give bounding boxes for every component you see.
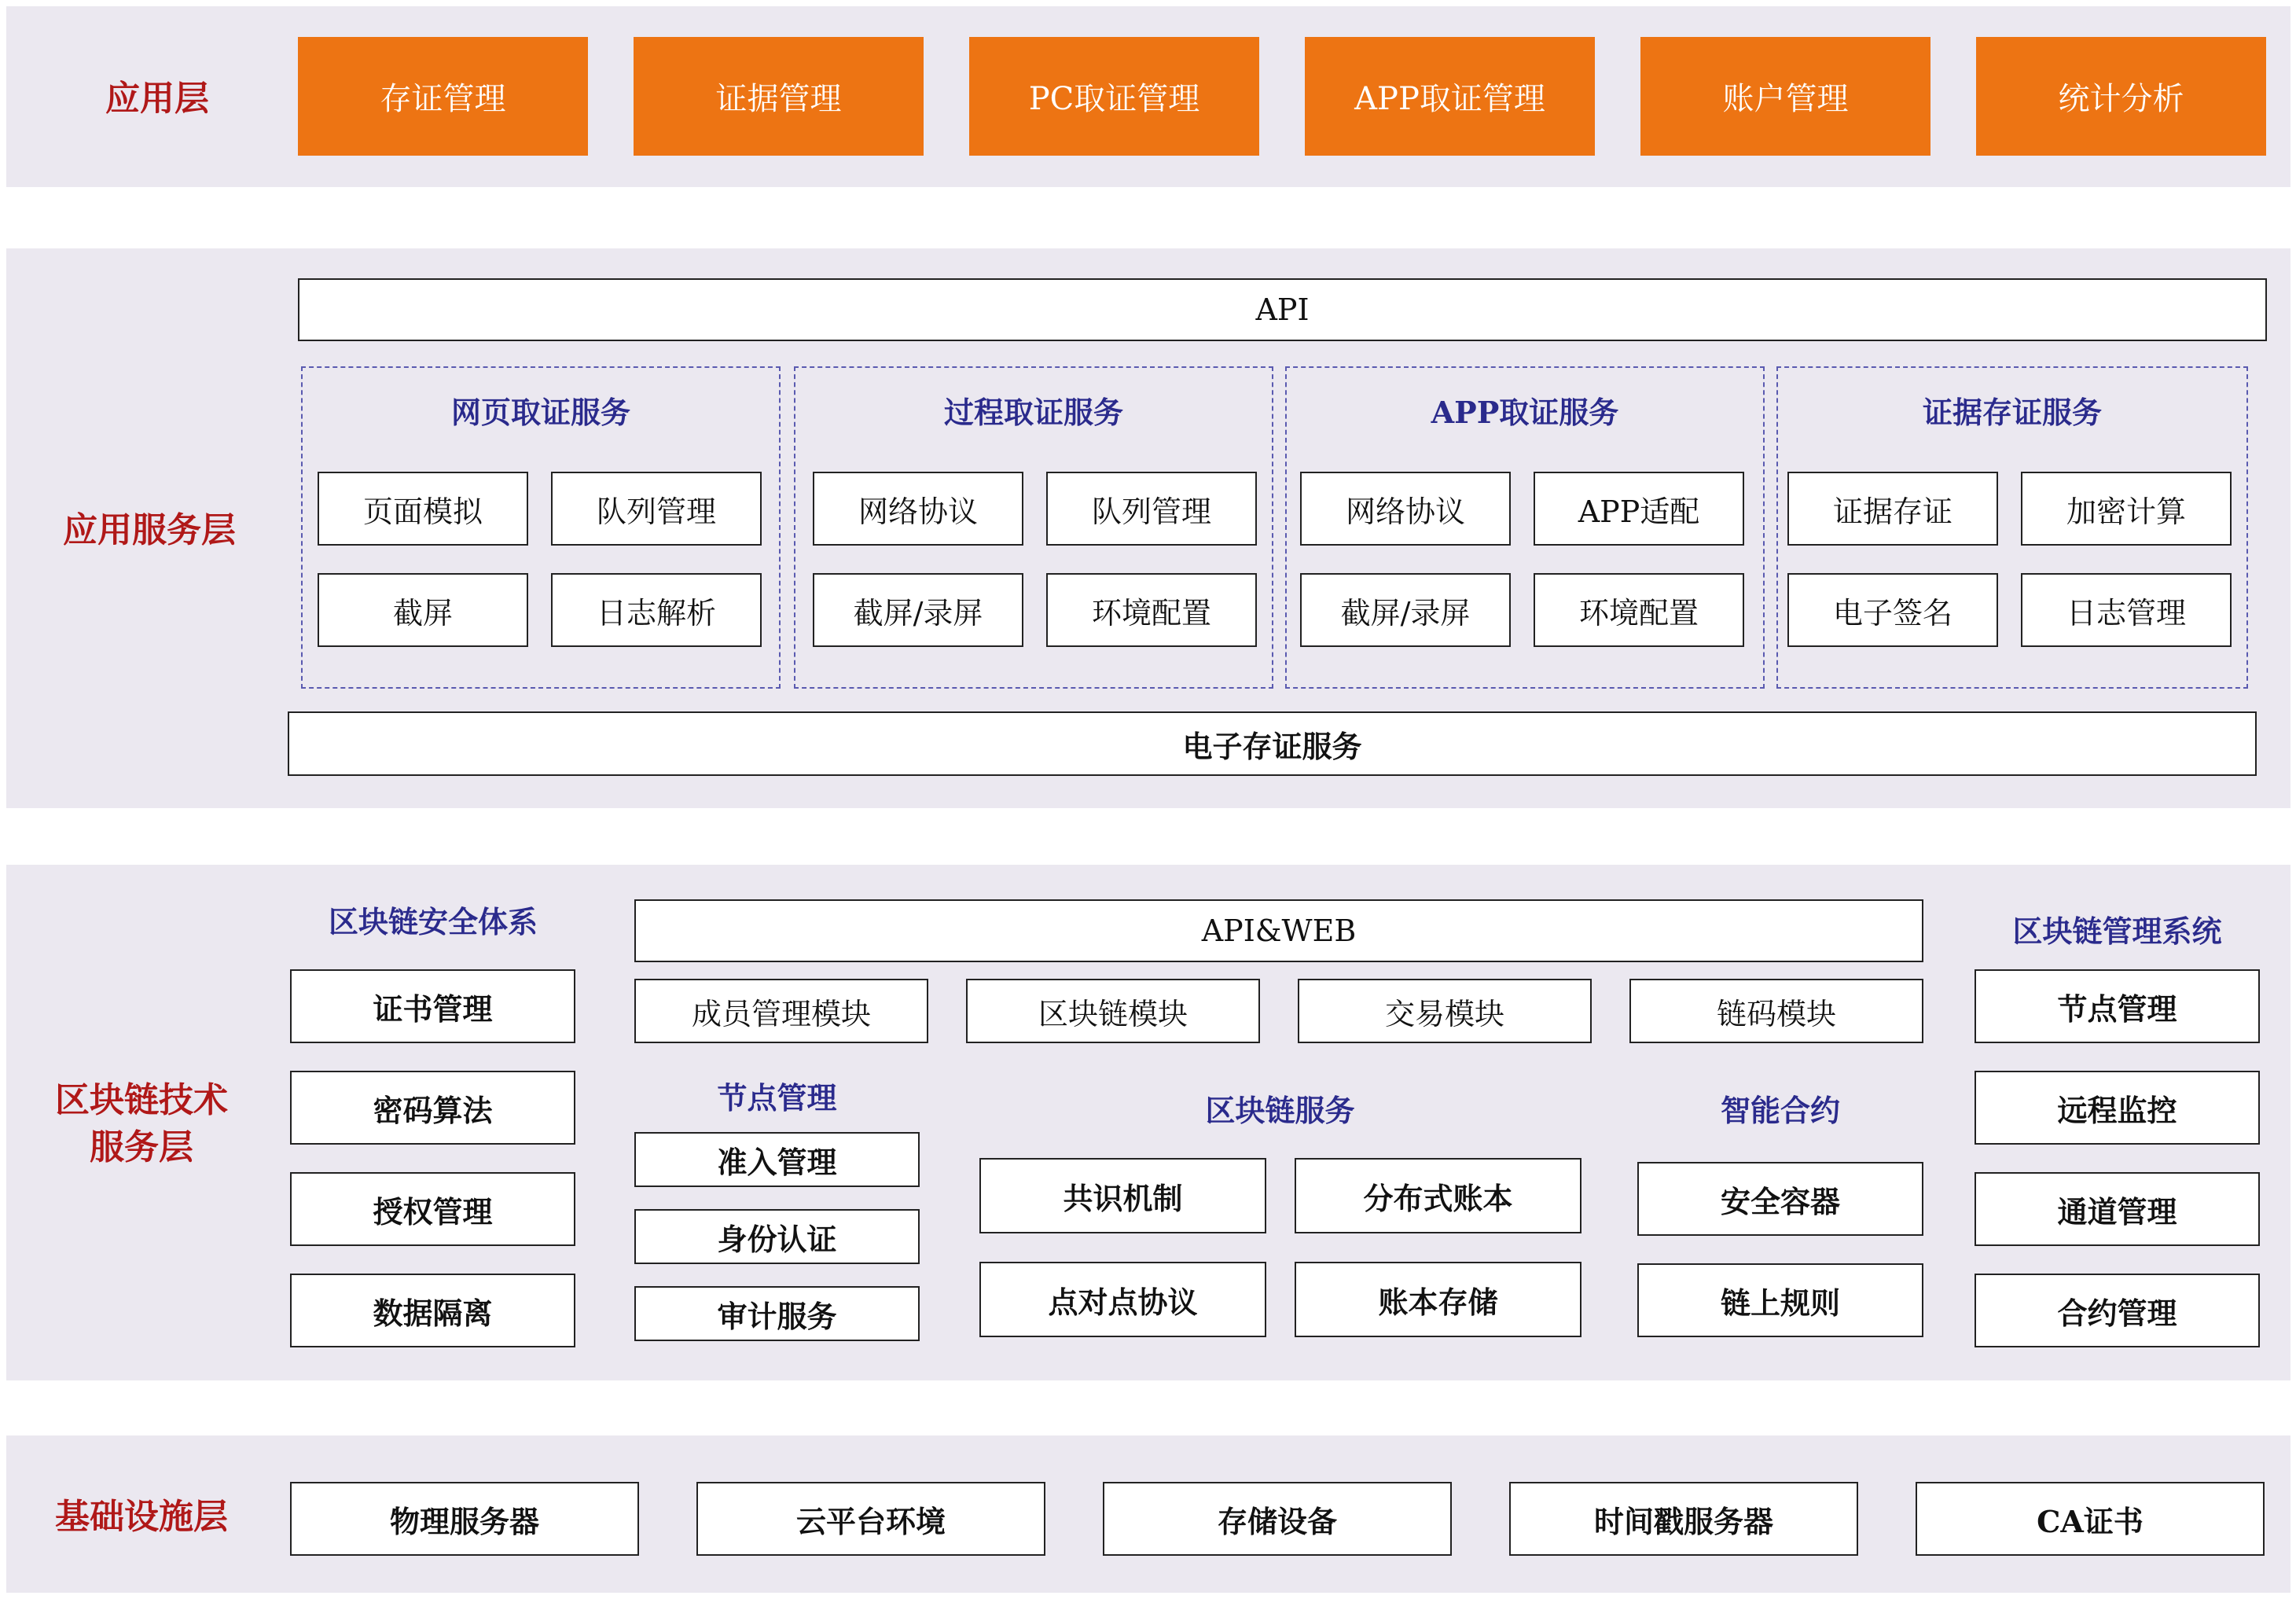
chain-service-item-label: 共识机制 [1063,1180,1183,1216]
service-item [1300,573,1511,647]
service-item [1787,472,1998,546]
service-item-label: 截屏/录屏 [1340,595,1471,630]
service-item [551,472,762,546]
security-item-label: 授权管理 [373,1193,493,1230]
service-item [318,472,528,546]
service-item [1534,573,1744,647]
infrastructure-item [1103,1482,1452,1556]
api-label: API [1255,292,1310,327]
service-item-label: 页面模拟 [362,494,483,529]
infrastructure-item [290,1482,639,1556]
node-management-item [634,1132,920,1187]
api-web-label: API&WEB [1201,913,1357,948]
app-module-pc-forensics [969,37,1259,156]
service-item [813,573,1023,647]
service-group-title: APP取证服务 [1431,395,1619,430]
node-management-item [634,1286,920,1341]
infrastructure-item-label: 存储设备 [1217,1503,1337,1539]
service-item [1787,573,1998,647]
service-item [1046,472,1257,546]
service-item [2021,573,2232,647]
service-item-label: 日志解析 [596,595,716,630]
node-management-item-label: 审计服务 [717,1298,837,1334]
chain-service-item-label: 分布式账本 [1363,1180,1513,1216]
service-item-label: 截屏 [392,595,453,630]
app-module-evidence-management [634,37,924,156]
chain-service-item-label: 点对点协议 [1048,1284,1198,1320]
management-item [1975,1172,2260,1246]
blockchain-service-title: 区块链服务 [1205,1093,1355,1128]
smart-contract-title: 智能合约 [1720,1093,1840,1128]
blockchain-module-label: 成员管理模块 [691,996,871,1031]
smart-contract-item-label: 安全容器 [1720,1183,1840,1219]
service-item-label: 截屏/录屏 [853,595,983,630]
node-management-item [634,1209,920,1264]
service-item-label: 队列管理 [1091,494,1211,529]
smart-contract-item [1637,1162,1923,1236]
infrastructure-item [1916,1482,2265,1556]
security-item-label: 证书管理 [373,991,493,1027]
security-item-label: 数据隔离 [373,1295,493,1331]
app-module-label: APP取证管理 [1354,81,1545,117]
app-module-label: 统计分析 [2058,81,2184,117]
blockchain-module [1629,979,1923,1043]
e-evidence-service-bar [288,711,2257,776]
service-item-label: 证据存证 [1832,494,1953,529]
management-item-label: 合约管理 [2057,1295,2177,1331]
security-item [290,969,575,1043]
infrastructure-item [1509,1482,1858,1556]
blockchain-module [966,979,1260,1043]
app-module-label: 存证管理 [380,81,506,117]
infrastructure-item-label: 云平台环境 [795,1503,946,1539]
infrastructure-item [696,1482,1045,1556]
api-bar [298,278,2267,341]
blockchain-security-title: 区块链安全体系 [328,904,538,939]
service-item [318,573,528,647]
blockchain-module-label: 链码模块 [1716,996,1836,1031]
security-item [290,1172,575,1246]
app-module-app-forensics [1305,37,1595,156]
chain-service-item [1295,1262,1581,1337]
e-evidence-service-label: 电子存证服务 [1182,728,1362,764]
service-layer-label: 应用服务层 [63,510,236,550]
blockchain-module-label: 区块链模块 [1038,996,1188,1031]
management-item [1975,1071,2260,1145]
management-item [1975,1274,2260,1347]
app-module-evidence-storage [298,37,588,156]
service-item [1300,472,1511,546]
blockchain-module [1298,979,1592,1043]
management-item [1975,969,2260,1043]
security-item-label: 密码算法 [373,1092,493,1128]
security-item [290,1274,575,1347]
blockchain-layer-label: 区块链技术 服务层 [55,1080,228,1167]
infrastructure-item-label: CA证书 [2037,1503,2144,1539]
service-item-label: 网络协议 [1345,494,1465,529]
service-item [813,472,1023,546]
service-item-label: 电子签名 [1832,595,1953,630]
security-item [290,1071,575,1145]
chain-service-item-label: 账本存储 [1378,1284,1498,1320]
service-item-label: 环境配置 [1578,595,1699,630]
service-item-label: APP适配 [1578,494,1700,529]
app-module-statistics [1976,37,2266,156]
service-group-title: 证据存证服务 [1922,395,2102,430]
service-item [1534,472,1744,546]
infrastructure-item-label: 时间戳服务器 [1593,1503,1773,1539]
app-module-label: 证据管理 [715,81,842,117]
smart-contract-item [1637,1263,1923,1337]
service-group-title: 过程取证服务 [943,395,1123,430]
infrastructure-layer-label: 基础设施层 [55,1497,228,1537]
management-item-label: 通道管理 [2057,1193,2177,1230]
service-group-title: 网页取证服务 [450,395,630,430]
app-module-account-management [1640,37,1930,156]
service-item-label: 加密计算 [2066,494,2186,529]
service-item-label: 网络协议 [858,494,978,529]
management-item-label: 远程监控 [2057,1092,2177,1128]
chain-service-item [979,1262,1266,1337]
app-module-label: 账户管理 [1722,81,1849,117]
blockchain-module [634,979,928,1043]
blockchain-module-label: 交易模块 [1384,996,1504,1031]
service-item [2021,472,2232,546]
service-item [551,573,762,647]
service-item [1046,573,1257,647]
infrastructure-item-label: 物理服务器 [389,1503,539,1539]
smart-contract-item-label: 链上规则 [1720,1285,1840,1321]
app-module-label: PC取证管理 [1028,81,1200,117]
blockchain-management-title: 区块链管理系统 [2012,913,2222,949]
service-item-label: 队列管理 [596,494,716,529]
application-layer-label: 应用层 [105,79,209,119]
api-web-bar [634,899,1923,962]
service-item-label: 日志管理 [2066,595,2186,630]
node-management-item-label: 身份认证 [717,1221,837,1257]
chain-service-item [1295,1158,1581,1233]
service-item-label: 环境配置 [1091,595,1211,630]
chain-service-item [979,1158,1266,1233]
node-management-title: 节点管理 [717,1080,837,1116]
node-management-item-label: 准入管理 [717,1144,837,1180]
management-item-label: 节点管理 [2057,991,2177,1027]
